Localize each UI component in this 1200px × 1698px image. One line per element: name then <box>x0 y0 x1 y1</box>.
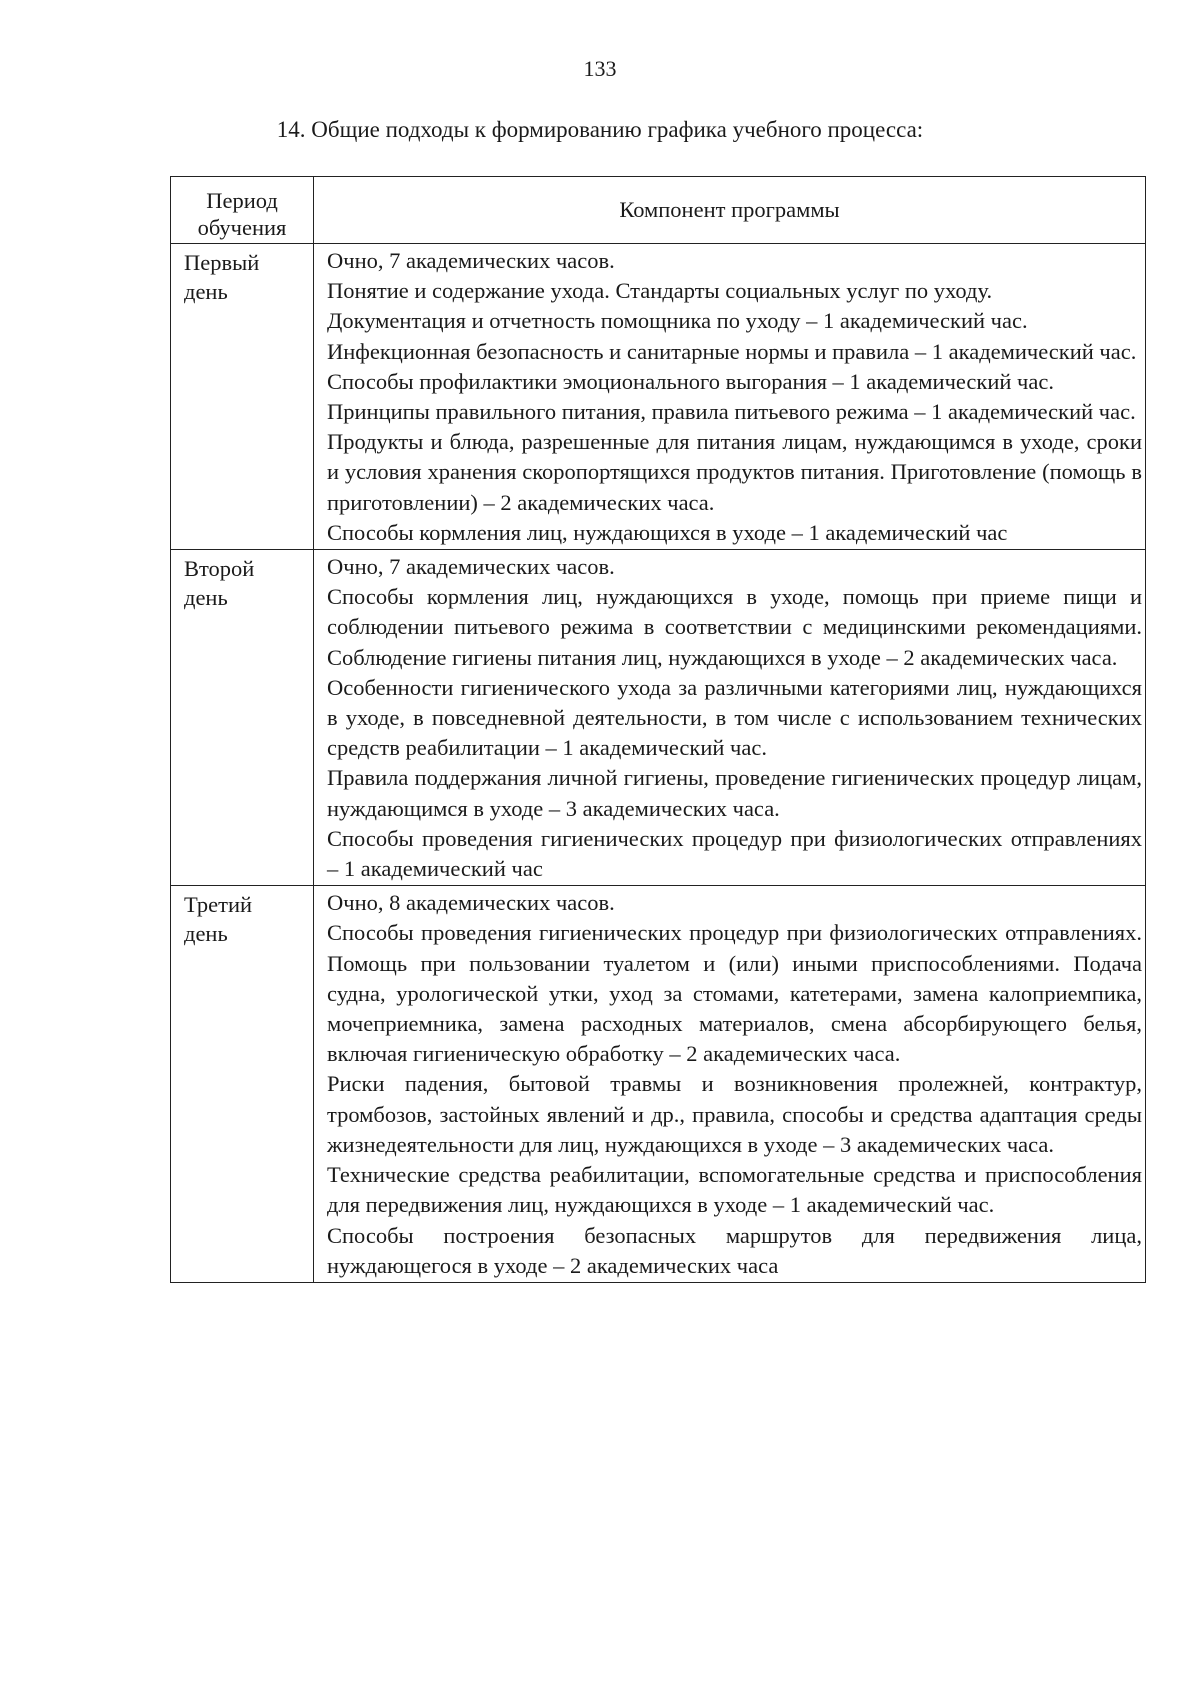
program-item: Риски падения, бытовой травмы и возникновения пролежней, контрактур, тромбозов, застойных явлений и др., правила, способы и средства адаптация среды жизнедеятельности для лиц, нуждающихся в уходе – 3 академических часа. <box>327 1071 1142 1157</box>
header-content: Компонент программы <box>314 177 1146 244</box>
table-row-day-2 <box>171 550 1146 886</box>
content-cell <box>314 244 1146 550</box>
page-number: 133 <box>583 56 617 81</box>
program-item: Очно, 7 академических часов. <box>327 554 615 580</box>
content-cell <box>314 550 1146 886</box>
period-cell <box>171 886 314 1283</box>
header-period-line2: обучения <box>197 215 287 240</box>
period-line1: Первый <box>184 250 260 275</box>
program-item: Принципы правильного питания, правила питьевого режима – 1 академический час. <box>327 399 1136 425</box>
program-item: Очно, 8 академических часов. <box>327 890 615 916</box>
header-period <box>171 177 314 244</box>
program-item: Понятие и содержание ухода. Стандарты социальных услуг по уходу. <box>327 278 993 304</box>
program-item: Документация и отчетность помощника по уходу – 1 академический час. <box>327 308 1028 334</box>
program-item: Особенности гигиенического ухода за различными категориями лиц, нуждающихся в уходе, в повседневной деятельности, в том числе с использованием технических средств реабилитации – 1 академический час. <box>327 674 1142 761</box>
program-item: Способы проведения гигиенических процедур при физиологических отправлениях – 1 академический час <box>327 825 1142 882</box>
program-item: Способы построения безопасных маршрутов для передвижения лица, нуждающегося в уходе – 2 академических часа <box>327 1222 1142 1278</box>
period-line2: день <box>184 585 228 611</box>
section-heading: 14. Общие подходы к формированию графика учебного процесса: <box>276 117 924 142</box>
program-item: Очно, 7 академических часов. <box>327 248 615 273</box>
period-line1: Третий <box>184 892 253 918</box>
period-line2: день <box>184 921 228 947</box>
period-line2: день <box>184 279 228 304</box>
program-item: Инфекционная безопасность и санитарные нормы и правила – 1 академический час. <box>327 338 1137 364</box>
training-schedule-table <box>170 176 1146 1283</box>
period-cell <box>171 244 314 550</box>
program-item: Способы кормления лиц, нуждающихся в уходе – 1 академический час <box>327 519 1008 545</box>
program-item: Способы кормления лиц, нуждающихся в уходе, помощь при приеме пищи и соблюдении питьевого режима в соответствии с медицинскими рекомендациями. Соблюдение гигиены питания лиц, нуждающихся в уходе – 2 академических часа. <box>327 584 1142 670</box>
program-item: Технические средства реабилитации, вспомогательные средства и приспособления для передвижения лиц, нуждающихся в уходе – 1 академический час. <box>327 1162 1142 1218</box>
table-header-row <box>171 177 1146 244</box>
table-row-day-3 <box>171 886 1146 1283</box>
content-cell <box>314 886 1146 1283</box>
table-row-day-1 <box>171 244 1146 550</box>
program-item: Правила поддержания личной гигиены, проведение гигиенических процедур лицам, нуждающимся в уходе – 3 академических часа. <box>327 765 1142 821</box>
program-item: Способы профилактики эмоционального выгорания – 1 академический час. <box>327 368 1054 394</box>
header-period-line1: Период <box>206 188 278 213</box>
period-cell <box>171 550 314 886</box>
program-item: Продукты и блюда, разрешенные для питания лицам, нуждающимся в уходе, сроки и условия хранения скоропортящихся продуктов питания. Приготовление (помощь в приготовлении) – 2 академических часа. <box>327 429 1142 515</box>
program-item: Способы проведения гигиенических процедур при физиологических отправлениях. Помощь при пользовании туалетом и (или) иными приспособлениями. Подача судна, урологической утки, уход за стомами, катетерами, замена калоприемпика, мочеприемника, замена расходных материалов, смена абсорбирующего белья, включая гигиеническую обработку – 2 академических часа. <box>327 920 1142 1067</box>
period-line1: Второй <box>184 556 255 582</box>
